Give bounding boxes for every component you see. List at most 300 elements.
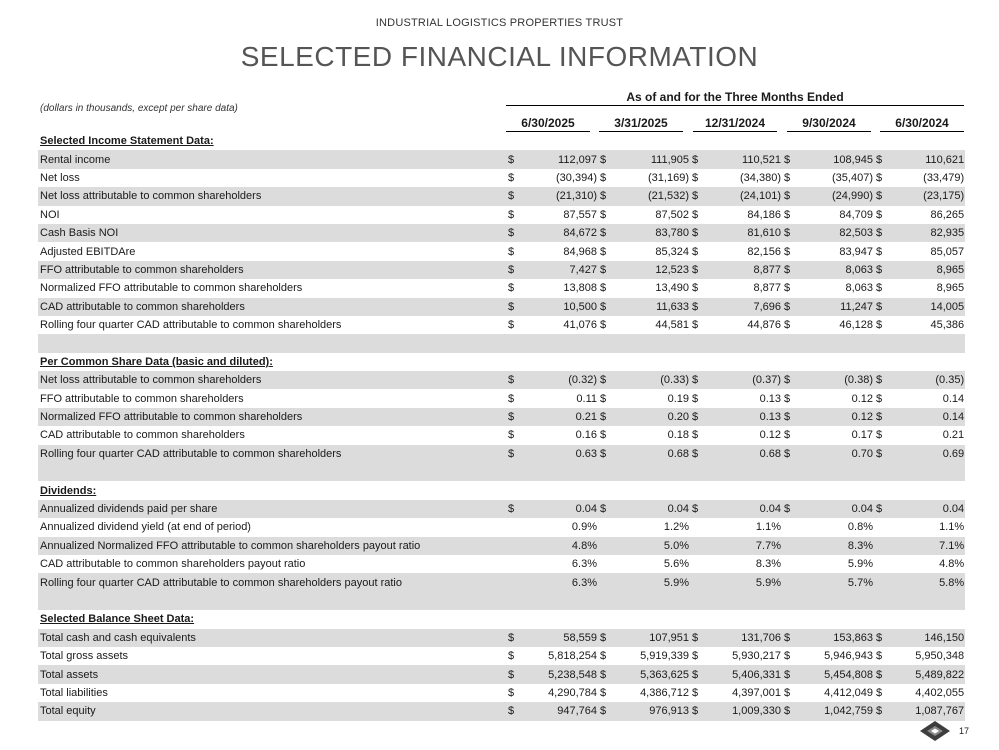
currency-symbol xyxy=(874,555,886,573)
cell-value: 41,076 xyxy=(563,319,597,332)
cell-value: 82,935 xyxy=(886,224,965,242)
cell-value: 5.7% xyxy=(794,573,874,591)
cell-value: 6.3% xyxy=(571,558,597,571)
section-title: Per Common Share Data (basic and diluted): xyxy=(40,355,273,368)
cell-value: 11,247 xyxy=(794,298,874,316)
currency-symbol: $ xyxy=(600,319,607,332)
row-label: Net loss attributable to common shareholders xyxy=(38,371,506,389)
cell-value: 947,764 xyxy=(518,702,598,720)
table-row xyxy=(38,150,965,168)
row-label: Annualized dividend yield (at end of period) xyxy=(40,521,251,534)
row-label: Rolling four quarter CAD attributable to common shareholders xyxy=(38,445,506,463)
cell-value: 1.1% xyxy=(755,521,781,534)
currency-symbol xyxy=(690,573,702,591)
currency-symbol: $ xyxy=(782,187,794,205)
cell-value: 0.70 xyxy=(794,445,874,463)
cell-value: 8,965 xyxy=(886,261,965,279)
currency-symbol: $ xyxy=(782,224,794,242)
currency-symbol: $ xyxy=(874,371,886,389)
cell-value: (21,532) xyxy=(610,187,690,205)
currency-symbol: $ xyxy=(600,171,607,184)
cell-value: 82,503 xyxy=(794,224,874,242)
currency-symbol: $ xyxy=(690,298,702,316)
cell-value: (31,169) xyxy=(648,171,689,184)
currency-symbol: $ xyxy=(508,392,515,405)
currency-symbol: $ xyxy=(782,261,794,279)
currency-symbol: $ xyxy=(784,392,791,405)
row-label: Net loss attributable to common shareholders xyxy=(38,187,506,205)
currency-symbol: $ xyxy=(690,408,702,426)
currency-symbol: $ xyxy=(874,187,886,205)
column-header: 3/31/2025 xyxy=(599,116,683,132)
currency-symbol: $ xyxy=(784,208,791,221)
row-label: Rolling four quarter CAD attributable to common shareholders xyxy=(40,319,342,332)
cell-value: 4,402,055 xyxy=(915,686,965,699)
currency-symbol: $ xyxy=(600,282,607,295)
currency-symbol xyxy=(598,555,610,573)
currency-symbol: $ xyxy=(598,408,610,426)
cell-value: 111,905 xyxy=(610,150,690,168)
currency-symbol: $ xyxy=(782,629,794,647)
currency-symbol: $ xyxy=(784,686,791,699)
currency-symbol: $ xyxy=(508,650,515,663)
table-row xyxy=(38,518,965,536)
currency-symbol: $ xyxy=(508,686,515,699)
cell-value: 0.21 xyxy=(518,408,598,426)
table-row xyxy=(38,224,965,242)
cell-value: 1,087,767 xyxy=(886,702,965,720)
cell-value: 4,397,001 xyxy=(732,686,781,699)
currency-symbol: $ xyxy=(506,445,518,463)
cell-value: 5.8% xyxy=(886,573,965,591)
page-title: SELECTED FINANCIAL INFORMATION xyxy=(240,41,759,72)
cell-value: 5,238,548 xyxy=(518,665,598,683)
currency-symbol: $ xyxy=(598,665,610,683)
currency-symbol: $ xyxy=(598,298,610,316)
spacer-cell xyxy=(38,592,965,610)
currency-symbol: $ xyxy=(598,224,610,242)
financial-table xyxy=(38,132,965,721)
table-row xyxy=(38,426,965,444)
currency-symbol: $ xyxy=(874,298,886,316)
cell-value: 8.3% xyxy=(794,537,874,555)
table-row xyxy=(38,242,965,260)
section-header-row xyxy=(38,353,965,371)
cell-value: 12,523 xyxy=(610,261,690,279)
table-row xyxy=(38,500,965,518)
company-name: INDUSTRIAL LOGISTICS PROPERTIES TRUST xyxy=(375,17,624,29)
cell-value: 5,818,254 xyxy=(548,650,597,663)
section-header-row xyxy=(38,610,965,628)
row-label: Adjusted EBITDAre xyxy=(40,245,136,258)
cell-value: 7.1% xyxy=(886,537,965,555)
spacer-cell xyxy=(38,334,965,352)
currency-symbol xyxy=(506,537,518,555)
cell-value: 8.3% xyxy=(755,558,781,571)
cell-value: 1,009,330 xyxy=(702,702,782,720)
section-title: Selected Balance Sheet Data: xyxy=(40,613,195,626)
currency-symbol: $ xyxy=(506,224,518,242)
cell-value: 5,946,943 xyxy=(824,650,873,663)
currency-symbol: $ xyxy=(874,629,886,647)
spacer-cell xyxy=(38,463,965,481)
page-number: 17 xyxy=(959,726,970,736)
cell-value: (34,380) xyxy=(740,171,781,184)
period-group-header: As of and for the Three Months Ended xyxy=(506,90,964,106)
table-row xyxy=(38,279,965,297)
currency-symbol: $ xyxy=(874,224,886,242)
cell-value: 8,063 xyxy=(845,282,873,295)
row-label: Rental income xyxy=(38,150,506,168)
cell-value: 131,706 xyxy=(702,629,782,647)
currency-symbol: $ xyxy=(690,224,702,242)
cell-value: 5.9% xyxy=(847,558,873,571)
cell-value: 5,930,217 xyxy=(732,650,781,663)
cell-value: 4.8% xyxy=(939,558,965,571)
cell-value: 5,454,808 xyxy=(794,665,874,683)
currency-symbol xyxy=(598,537,610,555)
section-header-row xyxy=(38,481,965,499)
cell-value: 0.68 xyxy=(610,445,690,463)
cell-value: 44,876 xyxy=(747,319,781,332)
cell-value: 110,521 xyxy=(702,150,782,168)
currency-symbol: $ xyxy=(598,187,610,205)
currency-symbol: $ xyxy=(784,171,791,184)
currency-symbol xyxy=(874,518,886,536)
cell-value: 110,621 xyxy=(886,150,965,168)
cell-value: 0.69 xyxy=(886,445,965,463)
cell-value: 5,406,331 xyxy=(702,665,782,683)
currency-symbol: $ xyxy=(874,500,886,518)
currency-symbol: $ xyxy=(508,319,515,332)
currency-symbol: $ xyxy=(784,282,791,295)
currency-symbol: $ xyxy=(692,245,699,258)
spacer-row xyxy=(38,463,965,481)
cell-value: 87,557 xyxy=(563,208,597,221)
cell-value: 13,808 xyxy=(563,282,597,295)
currency-symbol: $ xyxy=(600,650,607,663)
currency-symbol: $ xyxy=(600,245,607,258)
cell-value: 84,968 xyxy=(563,245,597,258)
currency-symbol: $ xyxy=(690,371,702,389)
cell-value: 1,042,759 xyxy=(794,702,874,720)
cell-value: 0.13 xyxy=(759,392,781,405)
cell-value: 84,672 xyxy=(518,224,598,242)
currency-symbol: $ xyxy=(506,408,518,426)
currency-symbol: $ xyxy=(782,150,794,168)
currency-symbol: $ xyxy=(690,445,702,463)
currency-symbol: $ xyxy=(874,445,886,463)
currency-symbol: $ xyxy=(600,392,607,405)
spacer-row xyxy=(38,592,965,610)
row-label: Annualized dividends paid per share xyxy=(38,500,506,518)
currency-symbol: $ xyxy=(692,208,699,221)
cell-value: 85,057 xyxy=(930,245,965,258)
table-row xyxy=(38,261,965,279)
cell-value: 7,427 xyxy=(518,261,598,279)
currency-symbol: $ xyxy=(690,150,702,168)
cell-value: 0.04 xyxy=(886,500,965,518)
row-label: FFO attributable to common shareholders xyxy=(38,261,506,279)
cell-value: 83,947 xyxy=(839,245,873,258)
cell-value: 6.3% xyxy=(518,573,598,591)
currency-symbol: $ xyxy=(598,500,610,518)
currency-symbol: $ xyxy=(874,261,886,279)
row-label: CAD attributable to common shareholders payout ratio xyxy=(40,558,306,571)
cell-value: 5,919,339 xyxy=(640,650,689,663)
currency-symbol: $ xyxy=(876,208,883,221)
currency-symbol: $ xyxy=(508,171,515,184)
cell-value: 7.7% xyxy=(702,537,782,555)
table-row xyxy=(38,206,965,224)
currency-symbol: $ xyxy=(690,702,702,720)
cell-value: 44,581 xyxy=(655,319,689,332)
currency-symbol xyxy=(782,537,794,555)
cell-value: 5.6% xyxy=(663,558,689,571)
cell-value: 0.13 xyxy=(702,408,782,426)
table-row xyxy=(38,445,965,463)
cell-value: 8,965 xyxy=(936,282,965,295)
diamond-logo-icon xyxy=(919,720,951,742)
currency-symbol: $ xyxy=(690,629,702,647)
column-headers xyxy=(506,116,964,132)
currency-symbol: $ xyxy=(876,392,883,405)
currency-symbol xyxy=(874,573,886,591)
cell-value: (24,101) xyxy=(702,187,782,205)
currency-symbol: $ xyxy=(600,686,607,699)
currency-symbol: $ xyxy=(782,408,794,426)
currency-symbol: $ xyxy=(692,429,699,442)
cell-value: 0.68 xyxy=(702,445,782,463)
currency-symbol: $ xyxy=(876,171,883,184)
currency-symbol: $ xyxy=(784,245,791,258)
row-label: Annualized Normalized FFO attributable to common shareholders payout ratio xyxy=(38,537,506,555)
row-label: Total cash and cash equivalents xyxy=(38,629,506,647)
cell-value: 4,386,712 xyxy=(640,686,689,699)
cell-value: (0.38) xyxy=(794,371,874,389)
currency-symbol: $ xyxy=(600,429,607,442)
section-title: Dividends: xyxy=(40,484,97,497)
currency-symbol: $ xyxy=(600,208,607,221)
cell-value: (0.37) xyxy=(702,371,782,389)
currency-symbol: $ xyxy=(692,392,699,405)
cell-value: (24,990) xyxy=(794,187,874,205)
row-label: FFO attributable to common shareholders xyxy=(40,392,244,405)
currency-symbol: $ xyxy=(784,650,791,663)
cell-value: 5,489,822 xyxy=(886,665,965,683)
currency-symbol: $ xyxy=(874,665,886,683)
cell-value: 10,500 xyxy=(518,298,598,316)
cell-value: (35,407) xyxy=(832,171,873,184)
cell-value: 1.1% xyxy=(939,521,965,534)
currency-symbol: $ xyxy=(508,429,515,442)
row-label: Normalized FFO attributable to common shareholders xyxy=(40,282,303,295)
row-label: Net loss xyxy=(40,171,80,184)
currency-symbol: $ xyxy=(598,150,610,168)
currency-symbol: $ xyxy=(508,245,515,258)
cell-value: 0.20 xyxy=(610,408,690,426)
column-header: 6/30/2024 xyxy=(880,116,964,132)
row-label: Normalized FFO attributable to common shareholders xyxy=(38,408,506,426)
cell-value: 0.18 xyxy=(667,429,689,442)
currency-symbol: $ xyxy=(876,245,883,258)
table-row xyxy=(38,665,965,683)
currency-symbol xyxy=(690,555,702,573)
currency-symbol: $ xyxy=(782,665,794,683)
currency-symbol: $ xyxy=(874,702,886,720)
currency-symbol: $ xyxy=(506,665,518,683)
row-label: Total liabilities xyxy=(40,686,108,699)
cell-value: 58,559 xyxy=(518,629,598,647)
cell-value: 8,877 xyxy=(702,261,782,279)
cell-value: 84,186 xyxy=(747,208,781,221)
table-row xyxy=(38,629,965,647)
cell-value: 107,951 xyxy=(610,629,690,647)
currency-symbol: $ xyxy=(508,208,515,221)
table-row xyxy=(38,371,965,389)
cell-value: 85,324 xyxy=(655,245,689,258)
units-note: (dollars in thousands, except per share data) xyxy=(40,103,238,114)
cell-value: 13,490 xyxy=(655,282,689,295)
cell-value: 14,005 xyxy=(886,298,965,316)
currency-symbol: $ xyxy=(876,650,883,663)
table-row xyxy=(38,702,965,720)
table-row xyxy=(38,187,965,205)
table-row xyxy=(38,537,965,555)
currency-symbol: $ xyxy=(506,500,518,518)
row-label: Rolling four quarter CAD attributable to common shareholders payout ratio xyxy=(38,573,506,591)
cell-value: 11,633 xyxy=(610,298,690,316)
row-label: CAD attributable to common shareholders xyxy=(40,429,245,442)
table-row xyxy=(38,169,965,187)
cell-value: 0.12 xyxy=(851,392,873,405)
table-row xyxy=(38,573,965,591)
currency-symbol: $ xyxy=(690,187,702,205)
cell-value: (21,310) xyxy=(518,187,598,205)
cell-value: 976,913 xyxy=(610,702,690,720)
cell-value: (0.33) xyxy=(610,371,690,389)
table-row xyxy=(38,647,965,665)
cell-value: 0.8% xyxy=(847,521,873,534)
row-label: Cash Basis NOI xyxy=(38,224,506,242)
cell-value: 83,780 xyxy=(610,224,690,242)
currency-symbol: $ xyxy=(506,629,518,647)
currency-symbol xyxy=(506,555,518,573)
cell-value: 108,945 xyxy=(794,150,874,168)
cell-value: 4,290,784 xyxy=(548,686,597,699)
column-header: 9/30/2024 xyxy=(787,116,871,132)
currency-symbol: $ xyxy=(876,319,883,332)
currency-symbol xyxy=(782,573,794,591)
currency-symbol: $ xyxy=(692,171,699,184)
table-row xyxy=(38,298,965,316)
currency-symbol: $ xyxy=(874,150,886,168)
cell-value: 153,863 xyxy=(794,629,874,647)
currency-symbol: $ xyxy=(508,282,515,295)
cell-value: 82,156 xyxy=(747,245,781,258)
currency-symbol xyxy=(506,518,518,536)
cell-value: 86,265 xyxy=(930,208,965,221)
currency-symbol: $ xyxy=(876,282,883,295)
cell-value: 0.12 xyxy=(759,429,781,442)
cell-value: 0.04 xyxy=(702,500,782,518)
cell-value: 0.9% xyxy=(571,521,597,534)
currency-symbol: $ xyxy=(782,500,794,518)
currency-symbol xyxy=(506,573,518,591)
cell-value: 0.16 xyxy=(575,429,597,442)
cell-value: 5.9% xyxy=(610,573,690,591)
row-label: CAD attributable to common shareholders xyxy=(38,298,506,316)
cell-value: 0.12 xyxy=(794,408,874,426)
cell-value: 0.19 xyxy=(667,392,689,405)
section-header-row xyxy=(38,132,965,150)
table-row xyxy=(38,408,965,426)
currency-symbol: $ xyxy=(876,686,883,699)
currency-symbol: $ xyxy=(784,319,791,332)
currency-symbol: $ xyxy=(784,429,791,442)
currency-symbol: $ xyxy=(690,261,702,279)
cell-value: 84,709 xyxy=(839,208,873,221)
currency-symbol xyxy=(598,518,610,536)
cell-value: 8,063 xyxy=(794,261,874,279)
currency-symbol: $ xyxy=(782,702,794,720)
cell-value: 4.8% xyxy=(518,537,598,555)
currency-symbol xyxy=(690,518,702,536)
currency-symbol: $ xyxy=(692,319,699,332)
currency-symbol: $ xyxy=(506,702,518,720)
cell-value: 112,097 xyxy=(518,150,598,168)
row-label: Total equity xyxy=(38,702,506,720)
column-header: 12/31/2024 xyxy=(693,116,777,132)
cell-value: 4,412,049 xyxy=(824,686,873,699)
table-row xyxy=(38,684,965,702)
currency-symbol xyxy=(782,518,794,536)
row-label: Total gross assets xyxy=(40,650,129,663)
currency-symbol: $ xyxy=(690,665,702,683)
cell-value: (23,175) xyxy=(886,187,965,205)
cell-value: (0.32) xyxy=(518,371,598,389)
currency-symbol: $ xyxy=(506,298,518,316)
currency-symbol: $ xyxy=(598,629,610,647)
cell-value: 0.63 xyxy=(518,445,598,463)
currency-symbol: $ xyxy=(782,371,794,389)
cell-value: (30,394) xyxy=(556,171,597,184)
currency-symbol: $ xyxy=(692,650,699,663)
section-title: Selected Income Statement Data: xyxy=(40,135,214,148)
cell-value: 0.21 xyxy=(942,429,965,442)
currency-symbol: $ xyxy=(598,371,610,389)
currency-symbol xyxy=(874,537,886,555)
row-label: Total assets xyxy=(38,665,506,683)
currency-symbol xyxy=(598,573,610,591)
cell-value: 46,128 xyxy=(839,319,873,332)
cell-value: 5,363,625 xyxy=(610,665,690,683)
cell-value: (33,479) xyxy=(923,171,965,184)
table-row xyxy=(38,389,965,407)
cell-value: 0.04 xyxy=(610,500,690,518)
currency-symbol: $ xyxy=(876,429,883,442)
currency-symbol: $ xyxy=(782,298,794,316)
currency-symbol: $ xyxy=(506,187,518,205)
cell-value: 0.17 xyxy=(851,429,873,442)
cell-value: 5,950,348 xyxy=(915,650,965,663)
currency-symbol: $ xyxy=(692,686,699,699)
cell-value: 0.11 xyxy=(576,392,597,405)
cell-value: 5.0% xyxy=(610,537,690,555)
cell-value: 7,696 xyxy=(702,298,782,316)
currency-symbol: $ xyxy=(598,445,610,463)
cell-value: 0.14 xyxy=(886,408,965,426)
